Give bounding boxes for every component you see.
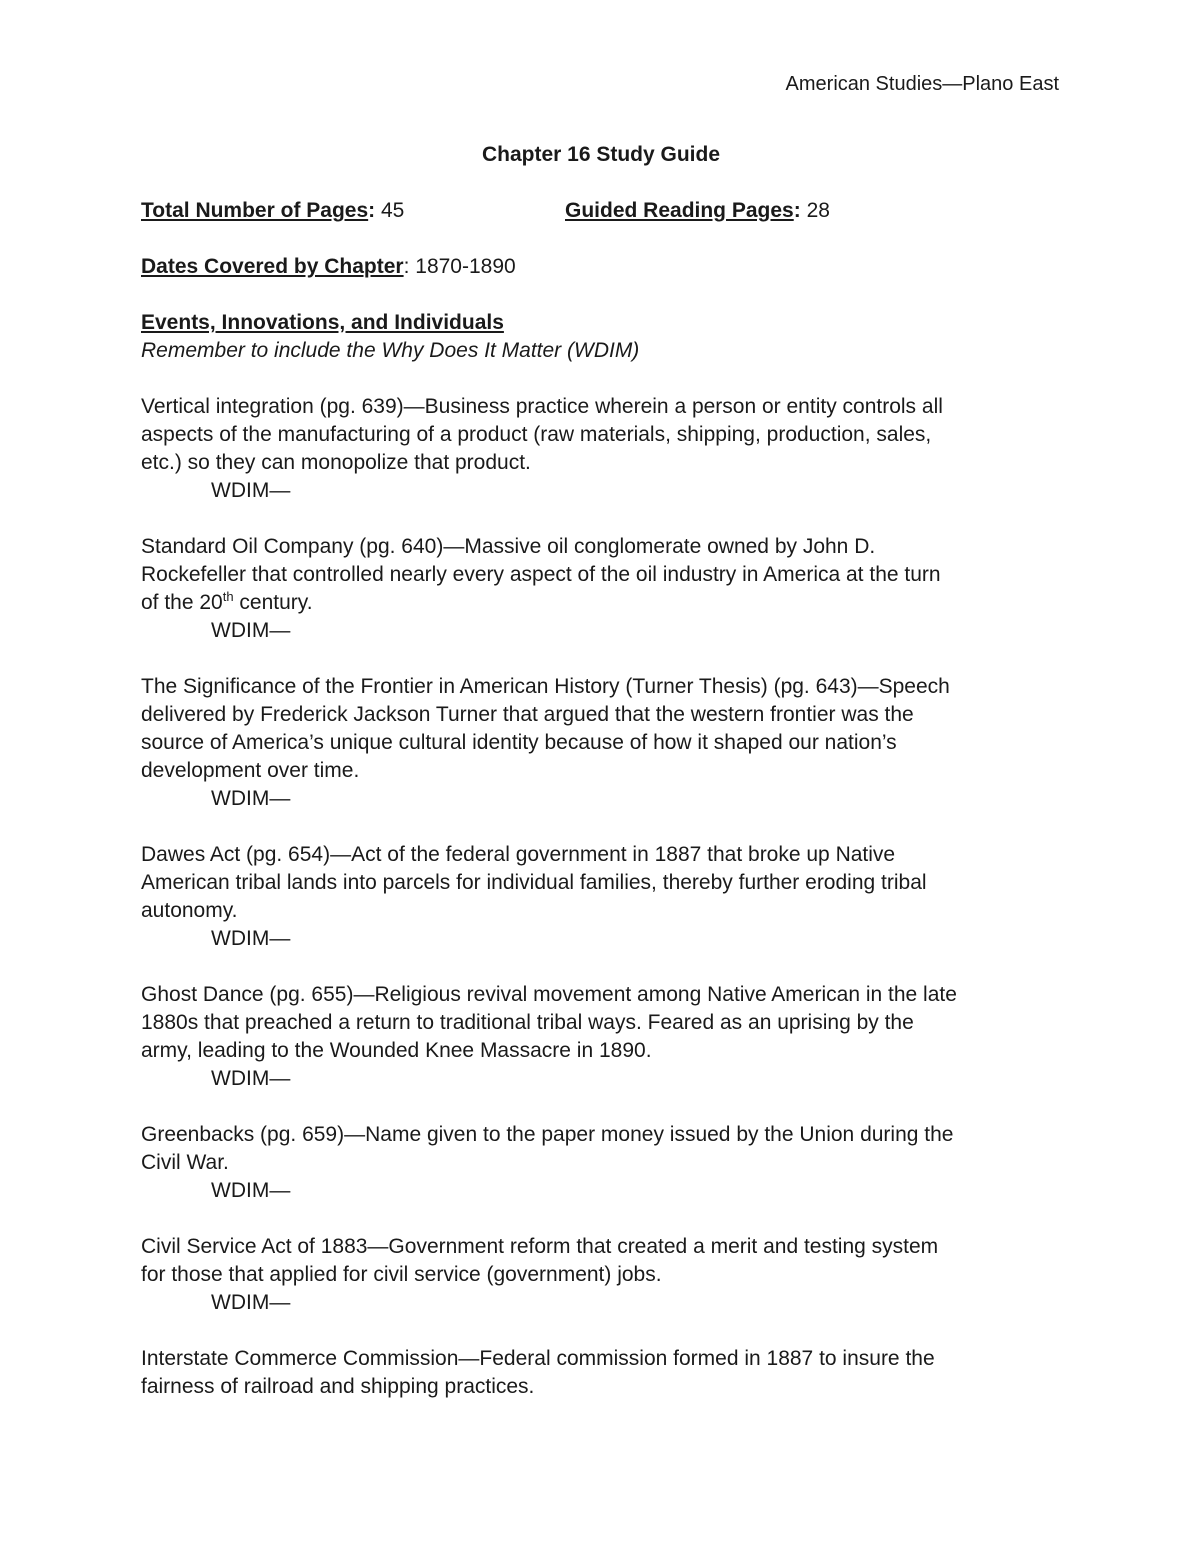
- guided-pages-value: 28: [806, 199, 830, 222]
- entry-line: Rockefeller that controlled nearly every aspect of the oil industry in America at the turn: [141, 563, 941, 586]
- wdim-label: WDIM—: [211, 787, 291, 810]
- dates-value: 1870-1890: [415, 255, 516, 278]
- section-subheading: Remember to include the Why Does It Matter (WDIM): [141, 339, 640, 362]
- entry-line: fairness of railroad and shipping practices.: [141, 1375, 535, 1398]
- entry-line: of the 20th century.: [141, 589, 313, 614]
- list-item: [141, 981, 1061, 1121]
- entry-line: delivered by Frederick Jackson Turner that argued that the western frontier was the: [141, 703, 914, 726]
- entry-line: Interstate Commerce Commission—Federal commission formed in 1887 to insure the: [141, 1347, 935, 1370]
- total-pages-value: 45: [381, 199, 405, 222]
- list-item: [141, 841, 1061, 981]
- entry-line: Ghost Dance (pg. 655)—Religious revival movement among Native American in the late: [141, 983, 957, 1006]
- total-pages-label: Total Number of Pages: [141, 199, 369, 222]
- page-header: American Studies—Plano East: [785, 73, 1059, 95]
- wdim-label: WDIM—: [211, 479, 291, 502]
- entry-line: Standard Oil Company (pg. 640)—Massive oil conglomerate owned by John D.: [141, 535, 876, 558]
- dates-label: Dates Covered by Chapter: [141, 255, 404, 278]
- entry-line: army, leading to the Wounded Knee Massacre in 1890.: [141, 1039, 652, 1062]
- entries-list: [141, 393, 1061, 1401]
- wdim-label: WDIM—: [211, 1291, 291, 1314]
- entry-line: development over time.: [141, 759, 360, 782]
- wdim-label: WDIM—: [211, 1179, 291, 1202]
- entry-line: Dawes Act (pg. 654)—Act of the federal government in 1887 that broke up Native: [141, 843, 896, 866]
- wdim-label: WDIM—: [211, 927, 291, 950]
- entry-line: Greenbacks (pg. 659)—Name given to the paper money issued by the Union during the: [141, 1123, 954, 1146]
- wdim-label: WDIM—: [211, 1067, 291, 1090]
- entry-line: American tribal lands into parcels for individual families, thereby further eroding tribal: [141, 871, 927, 894]
- page-title: Chapter 16 Study Guide: [481, 143, 721, 166]
- entry-line: The Significance of the Frontier in American History (Turner Thesis) (pg. 643)—Speech: [141, 675, 950, 698]
- wdim-label: WDIM—: [211, 619, 291, 642]
- entry-line: Civil Service Act of 1883—Government reform that created a merit and testing system: [141, 1235, 939, 1258]
- section-heading: Events, Innovations, and Individuals: [141, 311, 504, 334]
- entry-line: source of America’s unique cultural identity because of how it shaped our nation’s: [141, 731, 897, 754]
- list-item: [141, 673, 1061, 841]
- list-item: [141, 1121, 1061, 1233]
- total-pages-field: Total Number of Pages: 45: [141, 199, 405, 222]
- dates-row: Dates Covered by Chapter: 1870-1890: [141, 255, 516, 278]
- entry-line: Civil War.: [141, 1151, 229, 1174]
- entry-line: for those that applied for civil service (government) jobs.: [141, 1263, 662, 1286]
- document-body: [141, 141, 1061, 1401]
- list-item: [141, 533, 1061, 673]
- page-counts-row: [141, 197, 1061, 225]
- list-item: [141, 393, 1061, 533]
- entry-line: etc.) so they can monopolize that product.: [141, 451, 531, 474]
- guided-pages-field: Guided Reading Pages: 28: [565, 199, 830, 222]
- list-item: [141, 1233, 1061, 1345]
- entry-line: autonomy.: [141, 899, 238, 922]
- guided-pages-label: Guided Reading Pages: [565, 199, 794, 222]
- entry-line: 1880s that preached a return to traditional tribal ways. Feared as an uprising by the: [141, 1011, 914, 1034]
- entry-line: aspects of the manufacturing of a product (raw materials, shipping, production, sales,: [141, 423, 932, 446]
- list-item: [141, 1345, 1061, 1401]
- entry-line: Vertical integration (pg. 639)—Business practice wherein a person or entity controls all: [141, 395, 943, 418]
